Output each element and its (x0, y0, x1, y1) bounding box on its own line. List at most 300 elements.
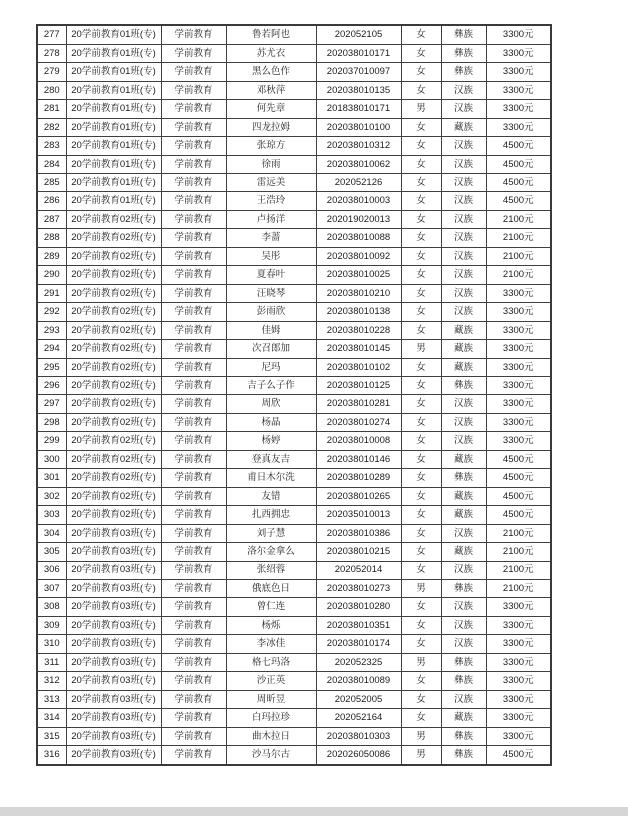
cell-student_id: 202037010097 (316, 63, 401, 81)
cell-amount: 2100元 (486, 266, 551, 284)
cell-gender: 女 (401, 174, 441, 192)
cell-ethnicity: 藏族 (441, 450, 486, 468)
cell-gender: 女 (401, 450, 441, 468)
cell-class: 20学前教育02班(专) (66, 395, 161, 413)
cell-ethnicity: 汉族 (441, 690, 486, 708)
cell-major: 学前教育 (161, 247, 226, 265)
cell-major: 学前教育 (161, 653, 226, 671)
cell-student_id: 202038010303 (316, 727, 401, 745)
cell-major: 学前教育 (161, 709, 226, 727)
cell-student_id: 202052126 (316, 174, 401, 192)
table-row (37, 727, 551, 745)
cell-major: 学前教育 (161, 506, 226, 524)
cell-row_no: 282 (37, 118, 66, 136)
table-row (37, 340, 551, 358)
cell-amount: 3300元 (486, 413, 551, 431)
cell-class: 20学前教育03班(专) (66, 672, 161, 690)
cell-gender: 女 (401, 395, 441, 413)
cell-ethnicity: 汉族 (441, 81, 486, 99)
cell-ethnicity: 汉族 (441, 561, 486, 579)
cell-name: 邓秋萍 (226, 81, 316, 99)
cell-gender: 女 (401, 229, 441, 247)
cell-gender: 女 (401, 506, 441, 524)
cell-ethnicity: 汉族 (441, 395, 486, 413)
table-row (37, 247, 551, 265)
table-row (37, 432, 551, 450)
cell-student_id: 202038010145 (316, 340, 401, 358)
cell-row_no: 287 (37, 210, 66, 228)
cell-class: 20学前教育02班(专) (66, 321, 161, 339)
cell-class: 20学前教育01班(专) (66, 118, 161, 136)
cell-ethnicity: 藏族 (441, 543, 486, 561)
cell-student_id: 202035010013 (316, 506, 401, 524)
cell-amount: 3300元 (486, 100, 551, 118)
cell-class: 20学前教育02班(专) (66, 340, 161, 358)
cell-student_id: 202052164 (316, 709, 401, 727)
cell-major: 学前教育 (161, 561, 226, 579)
table-row (37, 100, 551, 118)
cell-row_no: 314 (37, 709, 66, 727)
table-row (37, 118, 551, 136)
cell-ethnicity: 彝族 (441, 746, 486, 765)
cell-amount: 4500元 (486, 450, 551, 468)
cell-major: 学前教育 (161, 210, 226, 228)
cell-major: 学前教育 (161, 487, 226, 505)
cell-major: 学前教育 (161, 376, 226, 394)
table-row (37, 543, 551, 561)
cell-gender: 女 (401, 598, 441, 616)
cell-amount: 3300元 (486, 635, 551, 653)
cell-row_no: 310 (37, 635, 66, 653)
cell-class: 20学前教育01班(专) (66, 44, 161, 62)
cell-amount: 2100元 (486, 210, 551, 228)
cell-student_id: 202038010146 (316, 450, 401, 468)
cell-amount: 2100元 (486, 579, 551, 597)
cell-amount: 3300元 (486, 672, 551, 690)
cell-gender: 男 (401, 653, 441, 671)
table-row (37, 229, 551, 247)
cell-major: 学前教育 (161, 469, 226, 487)
table-row (37, 284, 551, 302)
cell-name: 周欣 (226, 395, 316, 413)
cell-name: 李蔷 (226, 229, 316, 247)
cell-row_no: 312 (37, 672, 66, 690)
cell-major: 学前教育 (161, 81, 226, 99)
cell-major: 学前教育 (161, 616, 226, 634)
table-row (37, 266, 551, 284)
cell-ethnicity: 彝族 (441, 579, 486, 597)
cell-name: 扎西拥忠 (226, 506, 316, 524)
cell-class: 20学前教育03班(专) (66, 635, 161, 653)
cell-class: 20学前教育01班(专) (66, 100, 161, 118)
cell-amount: 3300元 (486, 653, 551, 671)
cell-class: 20学前教育02班(专) (66, 284, 161, 302)
table-row (37, 561, 551, 579)
cell-major: 学前教育 (161, 746, 226, 765)
cell-class: 20学前教育01班(专) (66, 63, 161, 81)
cell-student_id: 202038010062 (316, 155, 401, 173)
cell-gender: 男 (401, 579, 441, 597)
cell-student_id: 202038010174 (316, 635, 401, 653)
cell-major: 学前教育 (161, 174, 226, 192)
cell-name: 杨婷 (226, 432, 316, 450)
cell-row_no: 280 (37, 81, 66, 99)
cell-name: 友错 (226, 487, 316, 505)
cell-ethnicity: 藏族 (441, 340, 486, 358)
cell-student_id: 202038010102 (316, 358, 401, 376)
cell-student_id: 202052005 (316, 690, 401, 708)
cell-gender: 女 (401, 192, 441, 210)
cell-class: 20学前教育03班(专) (66, 690, 161, 708)
table-row (37, 25, 551, 44)
cell-row_no: 279 (37, 63, 66, 81)
cell-amount: 4500元 (486, 174, 551, 192)
cell-major: 学前教育 (161, 303, 226, 321)
cell-student_id: 202026050086 (316, 746, 401, 765)
cell-class: 20学前教育01班(专) (66, 137, 161, 155)
cell-ethnicity: 藏族 (441, 358, 486, 376)
cell-ethnicity: 彝族 (441, 672, 486, 690)
table-row (37, 690, 551, 708)
cell-student_id: 202038010289 (316, 469, 401, 487)
cell-student_id: 202019020013 (316, 210, 401, 228)
table-row (37, 616, 551, 634)
cell-class: 20学前教育02班(专) (66, 413, 161, 431)
cell-student_id: 202038010088 (316, 229, 401, 247)
cell-name: 甫日木尔洗 (226, 469, 316, 487)
cell-name: 登真友吉 (226, 450, 316, 468)
table-row (37, 413, 551, 431)
cell-student_id: 202038010138 (316, 303, 401, 321)
cell-amount: 3300元 (486, 303, 551, 321)
cell-row_no: 301 (37, 469, 66, 487)
table-row (37, 487, 551, 505)
table-row (37, 653, 551, 671)
cell-student_id: 202052105 (316, 25, 401, 44)
cell-student_id: 202038010280 (316, 598, 401, 616)
cell-amount: 3300元 (486, 432, 551, 450)
table-row (37, 709, 551, 727)
cell-ethnicity: 彝族 (441, 727, 486, 745)
table-row (37, 321, 551, 339)
cell-student_id: 202038010025 (316, 266, 401, 284)
cell-student_id: 202038010092 (316, 247, 401, 265)
cell-row_no: 289 (37, 247, 66, 265)
cell-gender: 男 (401, 746, 441, 765)
cell-name: 曲木拉日 (226, 727, 316, 745)
cell-amount: 3300元 (486, 690, 551, 708)
cell-major: 学前教育 (161, 118, 226, 136)
cell-name: 杨烁 (226, 616, 316, 634)
cell-ethnicity: 汉族 (441, 524, 486, 542)
cell-student_id: 202038010135 (316, 81, 401, 99)
cell-ethnicity: 汉族 (441, 635, 486, 653)
cell-gender: 女 (401, 635, 441, 653)
cell-row_no: 302 (37, 487, 66, 505)
cell-class: 20学前教育02班(专) (66, 469, 161, 487)
cell-ethnicity: 汉族 (441, 247, 486, 265)
cell-ethnicity: 汉族 (441, 155, 486, 173)
cell-row_no: 304 (37, 524, 66, 542)
cell-row_no: 291 (37, 284, 66, 302)
cell-ethnicity: 彝族 (441, 469, 486, 487)
cell-gender: 女 (401, 44, 441, 62)
cell-amount: 4500元 (486, 137, 551, 155)
cell-row_no: 316 (37, 746, 66, 765)
cell-student_id: 202038010386 (316, 524, 401, 542)
cell-class: 20学前教育03班(专) (66, 561, 161, 579)
table-row (37, 579, 551, 597)
cell-class: 20学前教育02班(专) (66, 432, 161, 450)
table-row (37, 210, 551, 228)
cell-gender: 女 (401, 321, 441, 339)
cell-major: 学前教育 (161, 63, 226, 81)
cell-class: 20学前教育01班(专) (66, 192, 161, 210)
cell-student_id: 202038010003 (316, 192, 401, 210)
table-row (37, 137, 551, 155)
cell-name: 雷远美 (226, 174, 316, 192)
cell-amount: 2100元 (486, 524, 551, 542)
cell-row_no: 300 (37, 450, 66, 468)
cell-student_id: 202038010312 (316, 137, 401, 155)
cell-student_id: 202038010274 (316, 413, 401, 431)
cell-ethnicity: 汉族 (441, 598, 486, 616)
table-row (37, 524, 551, 542)
cell-amount: 3300元 (486, 81, 551, 99)
cell-gender: 女 (401, 376, 441, 394)
cell-class: 20学前教育02班(专) (66, 450, 161, 468)
cell-ethnicity: 汉族 (441, 616, 486, 634)
cell-gender: 男 (401, 340, 441, 358)
cell-ethnicity: 汉族 (441, 137, 486, 155)
cell-row_no: 286 (37, 192, 66, 210)
cell-major: 学前教育 (161, 155, 226, 173)
cell-amount: 3300元 (486, 118, 551, 136)
cell-name: 黑么色作 (226, 63, 316, 81)
cell-row_no: 294 (37, 340, 66, 358)
cell-gender: 女 (401, 118, 441, 136)
cell-gender: 女 (401, 358, 441, 376)
cell-row_no: 292 (37, 303, 66, 321)
cell-row_no: 278 (37, 44, 66, 62)
cell-class: 20学前教育03班(专) (66, 598, 161, 616)
cell-ethnicity: 彝族 (441, 44, 486, 62)
cell-amount: 3300元 (486, 340, 551, 358)
cell-name: 李冰佳 (226, 635, 316, 653)
cell-row_no: 293 (37, 321, 66, 339)
cell-class: 20学前教育03班(专) (66, 653, 161, 671)
cell-student_id: 202052014 (316, 561, 401, 579)
cell-gender: 女 (401, 413, 441, 431)
cell-amount: 3300元 (486, 25, 551, 44)
cell-student_id: 202038010125 (316, 376, 401, 394)
student-table-body (37, 25, 551, 765)
cell-ethnicity: 汉族 (441, 229, 486, 247)
cell-ethnicity: 汉族 (441, 413, 486, 431)
cell-amount: 2100元 (486, 561, 551, 579)
cell-ethnicity: 彝族 (441, 376, 486, 394)
cell-class: 20学前教育02班(专) (66, 506, 161, 524)
table-row (37, 63, 551, 81)
cell-amount: 4500元 (486, 155, 551, 173)
cell-major: 学前教育 (161, 672, 226, 690)
cell-major: 学前教育 (161, 579, 226, 597)
cell-amount: 4500元 (486, 192, 551, 210)
cell-name: 张绍蓉 (226, 561, 316, 579)
cell-gender: 男 (401, 727, 441, 745)
cell-major: 学前教育 (161, 543, 226, 561)
cell-gender: 女 (401, 524, 441, 542)
cell-row_no: 285 (37, 174, 66, 192)
cell-gender: 女 (401, 672, 441, 690)
cell-name: 吉子么子作 (226, 376, 316, 394)
cell-row_no: 295 (37, 358, 66, 376)
cell-class: 20学前教育03班(专) (66, 616, 161, 634)
cell-name: 王浩玲 (226, 192, 316, 210)
cell-major: 学前教育 (161, 284, 226, 302)
cell-ethnicity: 汉族 (441, 266, 486, 284)
cell-name: 格七玛洛 (226, 653, 316, 671)
cell-class: 20学前教育03班(专) (66, 524, 161, 542)
cell-student_id: 202038010228 (316, 321, 401, 339)
cell-name: 杨晶 (226, 413, 316, 431)
cell-amount: 3300元 (486, 395, 551, 413)
cell-ethnicity: 藏族 (441, 118, 486, 136)
cell-student_id: 202052325 (316, 653, 401, 671)
cell-row_no: 313 (37, 690, 66, 708)
cell-major: 学前教育 (161, 395, 226, 413)
cell-ethnicity: 藏族 (441, 321, 486, 339)
cell-student_id: 202038010273 (316, 579, 401, 597)
cell-gender: 女 (401, 247, 441, 265)
cell-gender: 女 (401, 155, 441, 173)
cell-gender: 女 (401, 284, 441, 302)
cell-gender: 女 (401, 616, 441, 634)
cell-amount: 4500元 (486, 746, 551, 765)
cell-class: 20学前教育02班(专) (66, 303, 161, 321)
table-row (37, 376, 551, 394)
cell-gender: 女 (401, 561, 441, 579)
cell-class: 20学前教育03班(专) (66, 579, 161, 597)
student-subsidy-table (36, 24, 552, 766)
cell-student_id: 202038010210 (316, 284, 401, 302)
cell-ethnicity: 汉族 (441, 210, 486, 228)
cell-row_no: 309 (37, 616, 66, 634)
cell-name: 周昕昱 (226, 690, 316, 708)
cell-major: 学前教育 (161, 413, 226, 431)
cell-row_no: 308 (37, 598, 66, 616)
cell-class: 20学前教育02班(专) (66, 247, 161, 265)
cell-class: 20学前教育03班(专) (66, 543, 161, 561)
cell-name: 彭雨欣 (226, 303, 316, 321)
cell-ethnicity: 藏族 (441, 487, 486, 505)
cell-amount: 3300元 (486, 321, 551, 339)
cell-class: 20学前教育02班(专) (66, 229, 161, 247)
cell-student_id: 202038010215 (316, 543, 401, 561)
table-row (37, 155, 551, 173)
cell-major: 学前教育 (161, 100, 226, 118)
cell-gender: 女 (401, 81, 441, 99)
cell-major: 学前教育 (161, 266, 226, 284)
cell-class: 20学前教育01班(专) (66, 81, 161, 99)
cell-ethnicity: 汉族 (441, 432, 486, 450)
cell-ethnicity: 汉族 (441, 303, 486, 321)
table-row (37, 358, 551, 376)
cell-amount: 3300元 (486, 63, 551, 81)
cell-class: 20学前教育02班(专) (66, 266, 161, 284)
table-row (37, 506, 551, 524)
table-row (37, 395, 551, 413)
cell-class: 20学前教育03班(专) (66, 746, 161, 765)
cell-name: 徐雨 (226, 155, 316, 173)
cell-gender: 女 (401, 25, 441, 44)
cell-major: 学前教育 (161, 450, 226, 468)
table-row (37, 81, 551, 99)
table-row (37, 192, 551, 210)
cell-student_id: 202038010265 (316, 487, 401, 505)
cell-ethnicity: 彝族 (441, 25, 486, 44)
cell-name: 佳姆 (226, 321, 316, 339)
cell-amount: 3300元 (486, 44, 551, 62)
cell-ethnicity: 藏族 (441, 709, 486, 727)
cell-major: 学前教育 (161, 340, 226, 358)
cell-name: 尼玛 (226, 358, 316, 376)
cell-student_id: 201838010171 (316, 100, 401, 118)
cell-ethnicity: 彝族 (441, 653, 486, 671)
cell-amount: 3300元 (486, 376, 551, 394)
cell-class: 20学前教育02班(专) (66, 376, 161, 394)
cell-row_no: 281 (37, 100, 66, 118)
cell-ethnicity: 汉族 (441, 192, 486, 210)
cell-student_id: 202038010008 (316, 432, 401, 450)
cell-amount: 2100元 (486, 229, 551, 247)
cell-row_no: 299 (37, 432, 66, 450)
cell-student_id: 202038010100 (316, 118, 401, 136)
cell-amount: 3300元 (486, 709, 551, 727)
cell-gender: 女 (401, 432, 441, 450)
cell-amount: 2100元 (486, 543, 551, 561)
cell-gender: 女 (401, 63, 441, 81)
cell-row_no: 297 (37, 395, 66, 413)
cell-class: 20学前教育02班(专) (66, 358, 161, 376)
cell-gender: 女 (401, 469, 441, 487)
cell-major: 学前教育 (161, 635, 226, 653)
cell-name: 卢扬洋 (226, 210, 316, 228)
cell-row_no: 298 (37, 413, 66, 431)
cell-ethnicity: 藏族 (441, 506, 486, 524)
cell-major: 学前教育 (161, 192, 226, 210)
cell-row_no: 290 (37, 266, 66, 284)
cell-name: 次召郎加 (226, 340, 316, 358)
cell-name: 张琼方 (226, 137, 316, 155)
table-row (37, 469, 551, 487)
cell-student_id: 202038010281 (316, 395, 401, 413)
cell-name: 鲁若阿也 (226, 25, 316, 44)
cell-major: 学前教育 (161, 137, 226, 155)
cell-amount: 3300元 (486, 358, 551, 376)
cell-student_id: 202038010089 (316, 672, 401, 690)
cell-amount: 4500元 (486, 469, 551, 487)
cell-name: 汪晓琴 (226, 284, 316, 302)
cell-gender: 女 (401, 210, 441, 228)
cell-amount: 3300元 (486, 727, 551, 745)
cell-class: 20学前教育01班(专) (66, 155, 161, 173)
cell-row_no: 283 (37, 137, 66, 155)
cell-amount: 3300元 (486, 616, 551, 634)
cell-row_no: 311 (37, 653, 66, 671)
cell-row_no: 288 (37, 229, 66, 247)
cell-class: 20学前教育01班(专) (66, 25, 161, 44)
